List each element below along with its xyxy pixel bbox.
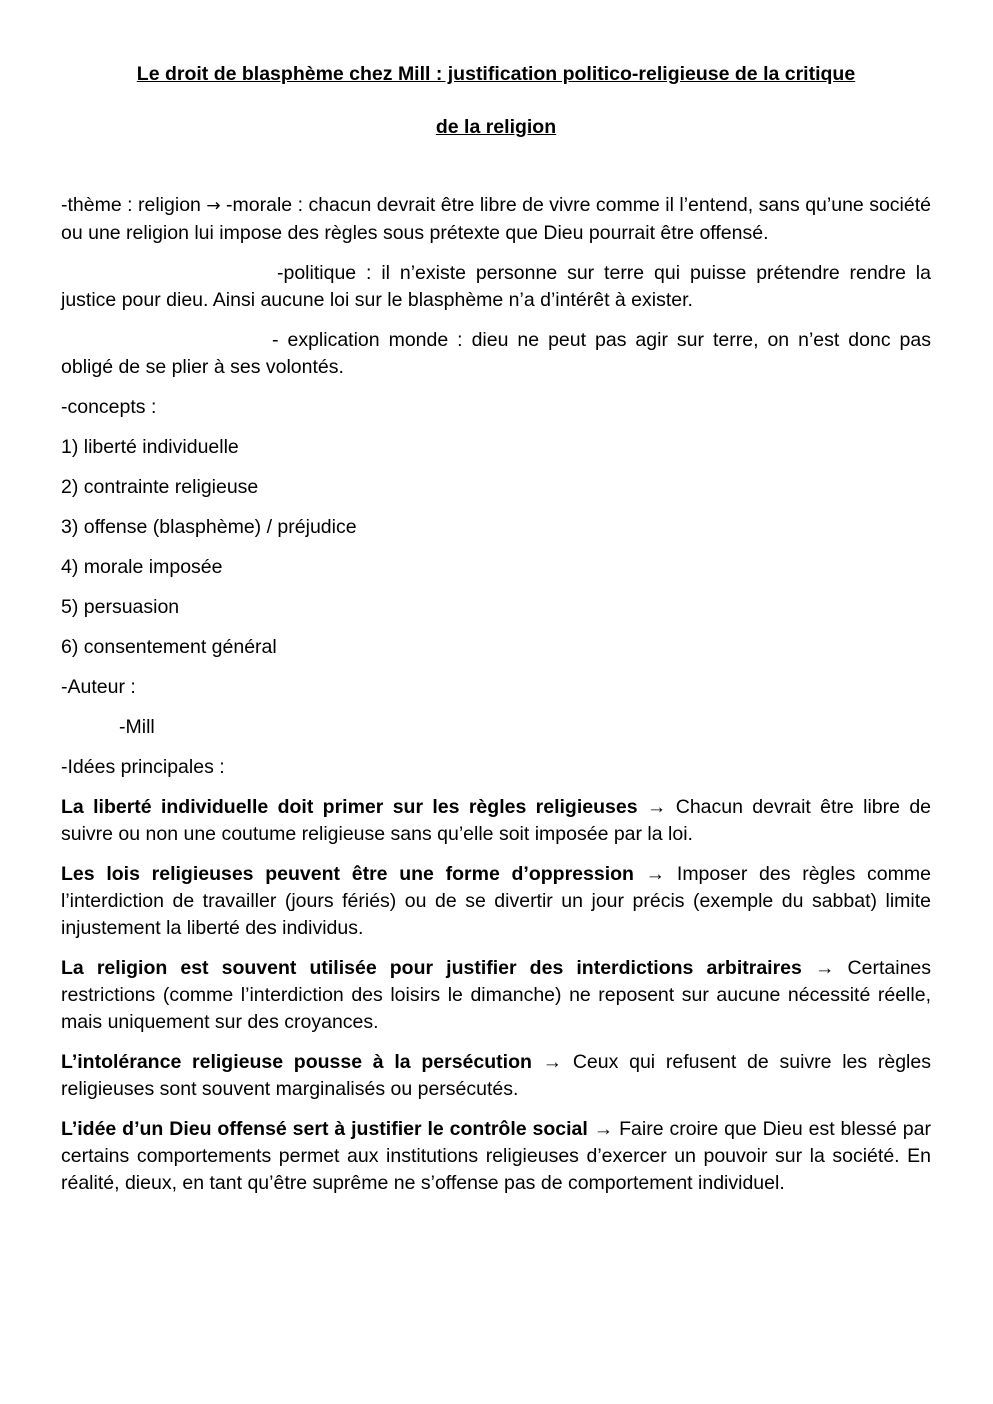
- theme-explication-paragraph: - explication monde : dieu ne peut pas agir sur terre, on n’est donc pas obligé de se plier à ses volontés.: [61, 329, 931, 378]
- idee-text: → Chacun devrait être libre de suivre ou non une coutume religieuse sans qu’elle soit imposée par la loi.: [61, 796, 932, 845]
- idee-paragraph: [61, 955, 931, 1036]
- concept-item: 4) morale imposée: [61, 556, 223, 578]
- concept-item: 5) persuasion: [61, 596, 180, 618]
- concept-item: 2) contrainte religieuse: [61, 476, 259, 498]
- idee-heading: L’idée d’un Dieu offensé sert à justifier le contrôle social: [61, 1118, 588, 1140]
- idee-heading: La liberté individuelle doit primer sur les règles religieuses: [61, 796, 638, 818]
- idee-text: → Imposer des règles comme l’interdiction de travailler (jours fériés) ou de se divertir un jour précis (exemple du sabbat) limite injustement la liberté des individus.: [61, 863, 931, 939]
- auteur-name: -Mill: [119, 716, 155, 738]
- theme-politique-paragraph: -politique : il n’existe personne sur terre qui puisse prétendre rendre la justice pour dieu. Ainsi aucune loi sur le blasphème n’a d’intérêt à exister.: [61, 262, 931, 311]
- concepts-label: -concepts :: [61, 396, 157, 418]
- concept-item: 3) offense (blasphème) / préjudice: [61, 516, 357, 538]
- title-line-1: Le droit de blasphème chez Mill : justification politico-religieuse de la critique: [136, 63, 856, 85]
- idee-paragraph: [61, 1116, 931, 1197]
- concept-item: 1) liberté individuelle: [61, 436, 239, 458]
- idee-text: → Certaines restrictions (comme l’interdiction des loisirs le dimanche) ne reposent sur aucune nécessité réelle, mais uniquement sur des croyances.: [61, 957, 932, 1033]
- idee-paragraph: [61, 861, 931, 942]
- arrow-right-icon: →: [206, 196, 221, 216]
- idee-text: → Ceux qui refusent de suivre les règles religieuses sont souvent marginalisés ou persécutés.: [61, 1051, 931, 1100]
- idee-text: → Faire croire que Dieu est blessé par certains comportements permet aux institutions religieuses d’exercer un pouvoir sur la société. En réalité, dieux, en tant qu’être suprême ne s’offense pas de comportement individuel.: [61, 1118, 931, 1194]
- theme-label: -thème : religion: [61, 194, 207, 216]
- theme-morale-text: -morale : chacun devrait être libre de vivre comme il l’entend, sans qu’une société ou une religion lui impose des règles sous prétexte que Dieu pourrait être offensé.: [61, 194, 932, 244]
- idee-heading: L’intolérance religieuse pousse à la persécution: [61, 1051, 532, 1073]
- idee-paragraph: [61, 1049, 931, 1103]
- idee-heading: La religion est souvent utilisée pour justifier des interdictions arbitraires: [61, 957, 802, 979]
- auteur-label: -Auteur :: [61, 676, 136, 698]
- theme-morale-paragraph: [61, 192, 931, 247]
- concept-item: 6) consentement général: [61, 636, 277, 658]
- idee-heading: Les lois religieuses peuvent être une forme d’oppression: [61, 863, 634, 885]
- document-body: [61, 192, 931, 1197]
- idees-label: -Idées principales :: [61, 756, 225, 778]
- idee-paragraph: [61, 794, 931, 848]
- title-line-2: de la religion: [435, 116, 557, 138]
